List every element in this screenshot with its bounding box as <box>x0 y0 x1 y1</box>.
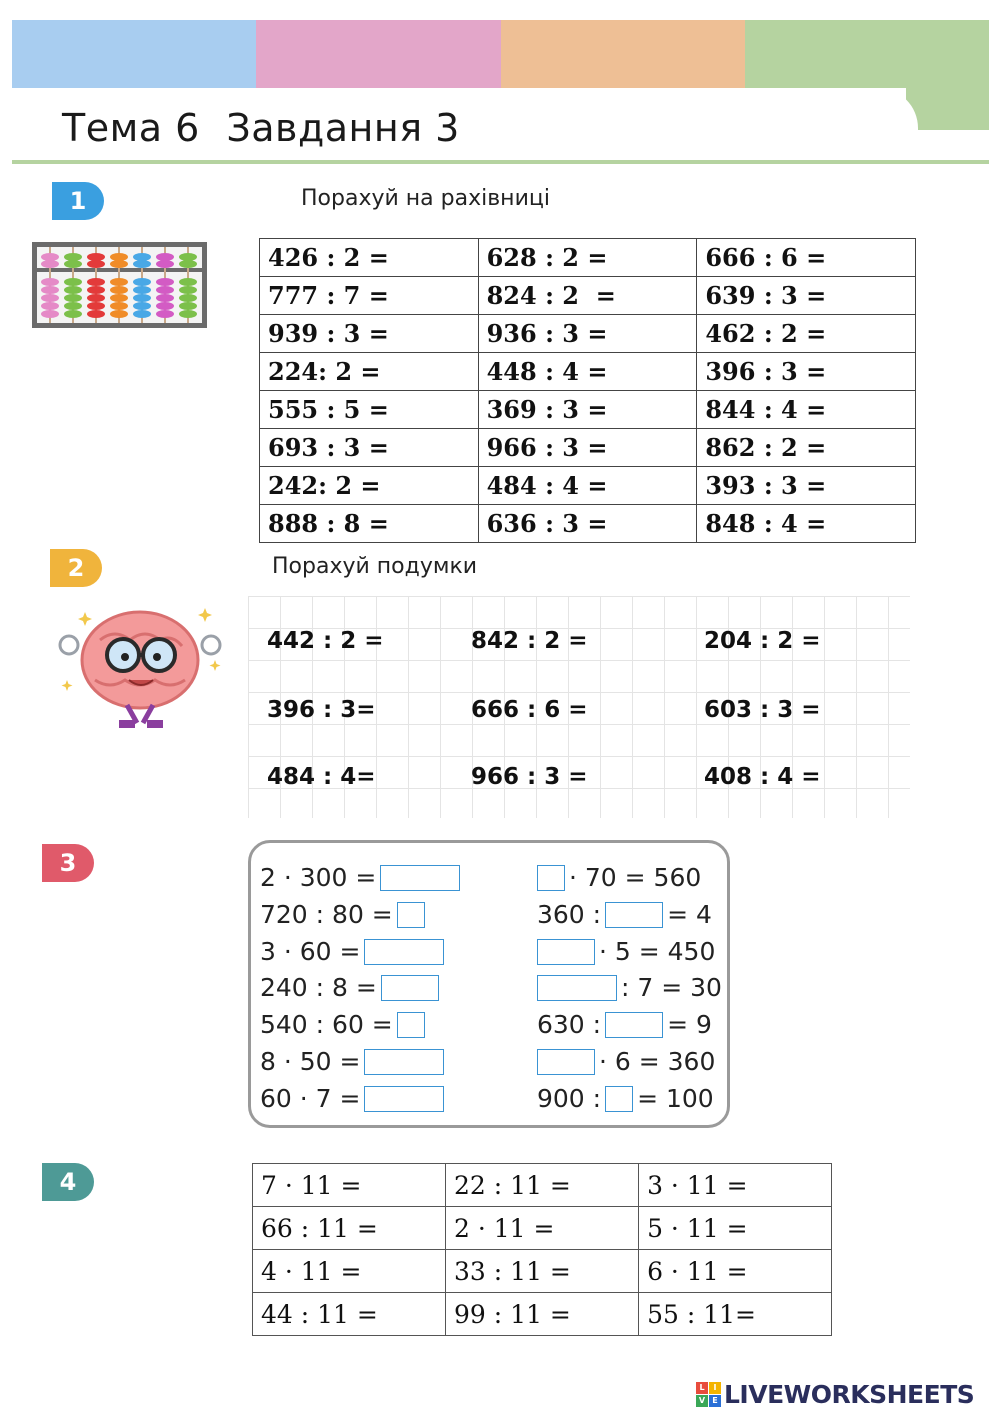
equation-text: 8 · 50 = <box>260 1047 361 1076</box>
answer-input[interactable] <box>537 939 595 965</box>
task-2-title: Порахуй подумки <box>272 554 478 579</box>
expression-cell: 484 : 4 = <box>478 467 697 505</box>
equation-right <box>537 937 715 967</box>
equation-text: : 7 = 30 <box>621 973 722 1003</box>
logo-text: LIVEWORKSHEETS <box>724 1379 975 1409</box>
equation-right <box>537 1084 714 1114</box>
task-label: Завдання 3 <box>226 106 460 150</box>
equation-right <box>537 900 712 930</box>
equation-left <box>260 863 460 893</box>
mental-math-expression: 666 : 6 = <box>471 697 588 723</box>
task-1-table <box>259 238 916 543</box>
equation-text: 720 : 80 = <box>260 899 393 929</box>
equation-text: · 70 = 560 <box>569 863 702 892</box>
table-row <box>253 1207 832 1250</box>
equation-text: 60 · 7 = <box>260 1083 361 1113</box>
header-color-band <box>12 20 989 88</box>
expression-cell: 99 : 11 = <box>446 1293 639 1336</box>
answer-input[interactable] <box>537 865 565 891</box>
title-underline <box>12 160 989 164</box>
liveworksheets-logo <box>696 1378 974 1410</box>
expression-cell: 7 · 11 = <box>253 1164 446 1207</box>
equation-text: = 9 <box>667 1010 712 1040</box>
table-row <box>260 353 916 391</box>
mental-math-expression: 484 : 4= <box>267 764 376 790</box>
task-4-badge: 4 <box>42 1163 94 1201</box>
logo-mark-icon <box>696 1382 721 1407</box>
table-row <box>260 315 916 353</box>
expression-cell: 639 : 3 = <box>697 277 916 315</box>
table-row <box>260 505 916 543</box>
logo-letter: L <box>696 1382 708 1394</box>
expression-cell: 393 : 3 = <box>697 467 916 505</box>
expression-cell: 396 : 3 = <box>697 353 916 391</box>
expression-cell: 824 : 2 = <box>478 277 697 315</box>
abacus-icon <box>32 242 207 328</box>
equation-text: · 6 = 360 <box>599 1047 716 1076</box>
expression-cell: 44 : 11 = <box>253 1293 446 1336</box>
answer-input[interactable] <box>381 975 439 1001</box>
band-segment-green <box>745 20 989 88</box>
band-segment-blue <box>12 20 256 88</box>
task-2-badge: 2 <box>50 549 102 587</box>
expression-cell: 242: 2 = <box>260 467 479 505</box>
expression-cell: 22 : 11 = <box>446 1164 639 1207</box>
expression-cell: 636 : 3 = <box>478 505 697 543</box>
header-green-tab <box>906 88 989 130</box>
equation-left <box>260 973 439 1003</box>
mental-math-expression: 408 : 4 = <box>704 764 821 790</box>
answer-input[interactable] <box>537 1049 595 1075</box>
mental-math-expression: 966 : 3 = <box>471 764 588 790</box>
expression-cell: 888 : 8 = <box>260 505 479 543</box>
expression-cell: 224: 2 = <box>260 353 479 391</box>
expression-cell: 936 : 3 = <box>478 315 697 353</box>
expression-cell: 3 · 11 = <box>639 1164 832 1207</box>
equation-text: 2 · 300 = <box>260 863 377 892</box>
expression-cell: 844 : 4 = <box>697 391 916 429</box>
equation-left <box>260 937 444 967</box>
equation-text: 240 : 8 = <box>260 973 377 1003</box>
logo-letter: E <box>709 1395 721 1407</box>
mental-math-expression: 442 : 2 = <box>267 628 384 654</box>
table-row <box>260 391 916 429</box>
answer-input[interactable] <box>605 902 663 928</box>
expression-cell: 666 : 6 = <box>697 239 916 277</box>
task-4-table <box>252 1163 832 1336</box>
expression-cell: 448 : 4 = <box>478 353 697 391</box>
answer-input[interactable] <box>397 902 425 928</box>
mental-math-expression: 603 : 3 = <box>704 697 821 723</box>
answer-input[interactable] <box>364 939 444 965</box>
mental-math-expression: 842 : 2 = <box>471 628 588 654</box>
table-row <box>260 277 916 315</box>
band-segment-pink <box>256 20 500 88</box>
expression-cell: 426 : 2 = <box>260 239 479 277</box>
answer-input[interactable] <box>380 865 460 891</box>
brain-icon <box>55 600 225 735</box>
expression-cell: 33 : 11 = <box>446 1250 639 1293</box>
equation-right <box>537 863 701 893</box>
answer-input[interactable] <box>364 1086 444 1112</box>
logo-letter: I <box>709 1382 721 1394</box>
mental-math-expression: 204 : 2 = <box>704 628 821 654</box>
equation-right <box>537 1047 715 1077</box>
equation-text: = 4 <box>667 899 712 929</box>
equation-text: 360 : <box>537 899 602 929</box>
equation-right <box>537 973 722 1003</box>
table-row <box>253 1293 832 1336</box>
equation-right <box>537 1010 712 1040</box>
answer-input[interactable] <box>364 1049 444 1075</box>
equation-text: · 5 = 450 <box>599 936 716 966</box>
equation-text: = 100 <box>637 1083 714 1113</box>
equation-text: 630 : <box>537 1010 602 1040</box>
expression-cell: 966 : 3 = <box>478 429 697 467</box>
table-row <box>260 239 916 277</box>
equation-text: 540 : 60 = <box>260 1010 393 1040</box>
expression-cell: 777 : 7 = <box>260 277 479 315</box>
topic-label: Тема 6 <box>62 106 200 150</box>
expression-cell: 939 : 3 = <box>260 315 479 353</box>
logo-letter: V <box>696 1395 708 1407</box>
answer-input[interactable] <box>397 1012 425 1038</box>
expression-cell: 369 : 3 = <box>478 391 697 429</box>
equation-left <box>260 1047 444 1077</box>
expression-cell: 66 : 11 = <box>253 1207 446 1250</box>
answer-input[interactable] <box>605 1012 663 1038</box>
equation-text: 3 · 60 = <box>260 936 361 966</box>
equation-text: 900 : <box>537 1083 602 1113</box>
expression-cell: 4 · 11 = <box>253 1250 446 1293</box>
expression-cell: 462 : 2 = <box>697 315 916 353</box>
equation-left <box>260 1010 425 1040</box>
expression-cell: 2 · 11 = <box>446 1207 639 1250</box>
task-3-badge: 3 <box>42 844 94 882</box>
table-row <box>253 1164 832 1207</box>
table-row <box>253 1250 832 1293</box>
expression-cell: 628 : 2 = <box>478 239 697 277</box>
task-1-badge: 1 <box>52 182 104 220</box>
task-1-title: Порахуй на рахівниці <box>301 186 550 211</box>
expression-cell: 555 : 5 = <box>260 391 479 429</box>
expression-cell: 693 : 3 = <box>260 429 479 467</box>
expression-cell: 6 · 11 = <box>639 1250 832 1293</box>
equation-left <box>260 900 425 930</box>
mental-math-expression: 396 : 3= <box>267 697 376 723</box>
page-title <box>62 106 474 150</box>
table-row <box>260 429 916 467</box>
equation-left <box>260 1084 444 1114</box>
expression-cell: 848 : 4 = <box>697 505 916 543</box>
answer-input[interactable] <box>537 975 617 1001</box>
band-segment-orange <box>501 20 745 88</box>
table-row <box>260 467 916 505</box>
expression-cell: 55 : 11= <box>639 1293 832 1336</box>
answer-input[interactable] <box>605 1086 633 1112</box>
expression-cell: 862 : 2 = <box>697 429 916 467</box>
expression-cell: 5 · 11 = <box>639 1207 832 1250</box>
